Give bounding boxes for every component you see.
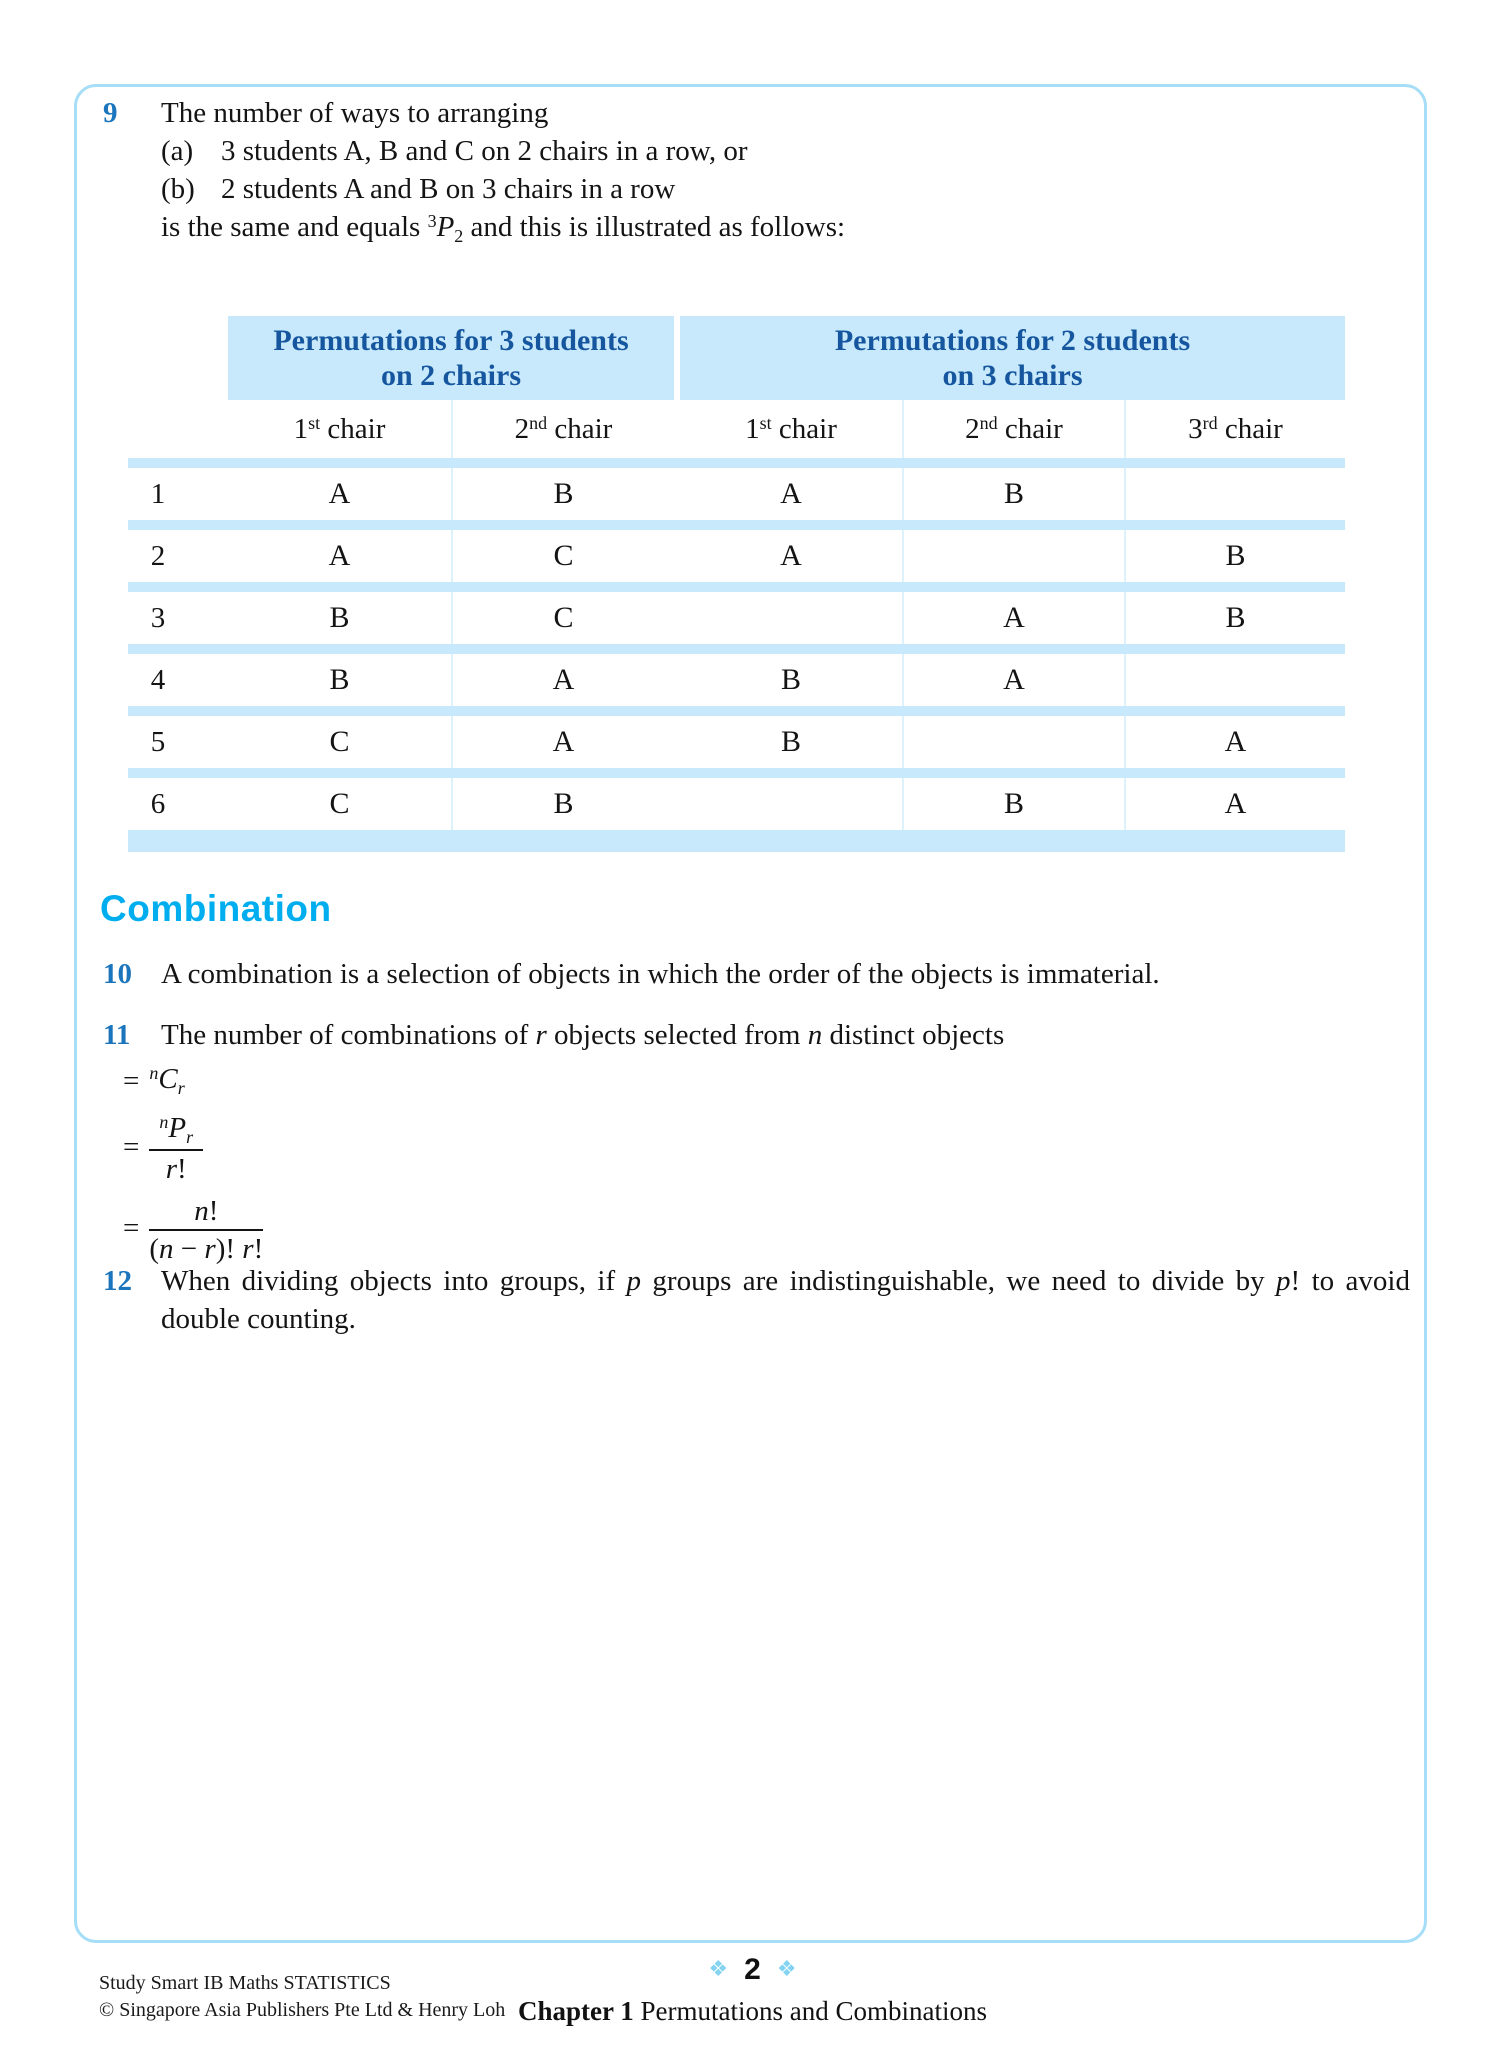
table-cell: C [451, 530, 674, 582]
group1-header [228, 316, 674, 400]
imprint-line-1: Study Smart IB Maths STATISTICS [99, 1972, 391, 1994]
page-number-line [0, 1953, 1505, 1987]
ordinal: 1 [293, 413, 309, 445]
p-subscript: 2 [454, 225, 464, 246]
table-cell: B [902, 468, 1124, 520]
variable-r: r [165, 1153, 178, 1185]
group2-title-line2: on 3 chairs [942, 359, 1083, 392]
ordinal: 2 [965, 413, 980, 445]
item-12-number: 12 [103, 1265, 132, 1297]
item-9-closing [161, 208, 1403, 249]
table-cell: A [328, 477, 351, 510]
text-fragment: When dividing objects into groups, if [161, 1265, 627, 1297]
ordinal: 1 [745, 413, 760, 445]
row-separator [128, 582, 1345, 592]
column-header-1st-chair [680, 400, 902, 458]
equation-nPr-over-r-factorial [123, 1109, 1408, 1184]
text-fragment: groups are indistinguishable, we need to divide by [641, 1265, 1277, 1297]
closing-pre: is the same and equals [161, 211, 428, 243]
variable-r: r [535, 1019, 547, 1051]
ordinal: 3 [1188, 413, 1203, 445]
fraction-denominator [149, 1151, 203, 1184]
table-cell: A [780, 477, 802, 510]
subscript-r: r [177, 1077, 185, 1098]
text-fragment: objects selected from [546, 1019, 808, 1051]
table-row [128, 468, 1345, 520]
row-number: 4 [150, 664, 166, 696]
paren-close-factorial: )! [215, 1233, 243, 1265]
row-separator [128, 706, 1345, 716]
table-cell: B [329, 663, 350, 696]
fraction-numerator [149, 1109, 203, 1151]
row-number: 1 [150, 478, 166, 510]
paren-open: ( [149, 1233, 160, 1265]
group1-title-line2: on 2 chairs [380, 359, 521, 392]
minus-sign: − [173, 1233, 205, 1265]
item-9 [103, 94, 1403, 249]
text-fragment: ! to avoid double counting. [161, 1265, 1410, 1335]
group1-title-line1: Permutations for 3 students [273, 324, 629, 357]
table-cell: A [902, 654, 1124, 706]
item-11-text [161, 1016, 1408, 1054]
column-word: chair [547, 413, 613, 445]
variable-n: n [807, 1019, 823, 1051]
ordinal-suffix: rd [1202, 413, 1218, 434]
row-number: 3 [150, 602, 166, 634]
variable-n: n [159, 1233, 174, 1265]
row-separator [128, 768, 1345, 778]
equation-nCr [123, 1060, 1408, 1101]
column-word: chair [997, 413, 1063, 445]
superscript-n: n [149, 1063, 159, 1084]
item-10-text: A combination is a selection of objects in which the order of the objects is immaterial. [161, 958, 1160, 990]
item-9-point-b [161, 170, 1403, 208]
table-bottom-band [128, 830, 1345, 852]
table-row [128, 530, 1345, 582]
factorial-sign: ! [177, 1153, 187, 1185]
column-word: chair [320, 413, 386, 445]
ordinal-suffix: nd [529, 413, 548, 434]
page-number: 2 [744, 1953, 761, 1986]
column-header-2nd-chair [451, 400, 674, 458]
ordinal: 2 [514, 413, 530, 445]
item-11 [103, 1016, 1408, 1264]
ordinal-suffix: nd [979, 413, 998, 434]
table-cell: A [451, 716, 674, 768]
table-cell [1124, 654, 1345, 706]
nCr-expression [149, 1060, 184, 1101]
equals-sign: = [123, 1130, 140, 1163]
fraction [149, 1192, 263, 1264]
factorial-sign: ! [208, 1195, 219, 1227]
row-separator [128, 458, 1345, 468]
symbol-P: P [168, 1112, 187, 1144]
table-cell: A [451, 654, 674, 706]
closing-post: and this is illustrated as follows: [463, 211, 846, 243]
ornament-icon: ❖ [708, 1956, 729, 1981]
table-cell: A [328, 539, 351, 572]
chapter-title: Permutations and Combinations [640, 1996, 987, 2026]
table-cell [680, 592, 902, 644]
item-9-intro: The number of ways to arranging [161, 97, 549, 129]
table-cell: B [780, 663, 801, 696]
variable-r: r [204, 1233, 216, 1265]
variable-r: r [242, 1233, 254, 1265]
fraction [149, 1109, 203, 1184]
chapter-label: Chapter 1 [518, 1996, 634, 2026]
table-group-header-row [128, 316, 1345, 400]
column-word: chair [1217, 413, 1283, 445]
table-cell: B [902, 778, 1124, 830]
text-fragment: The number of combinations of [161, 1019, 536, 1051]
row-number: 6 [150, 788, 166, 820]
table-cell: A [1124, 716, 1345, 768]
table-cell: C [329, 725, 350, 758]
item-10-number: 10 [103, 958, 132, 990]
item-12 [103, 1262, 1410, 1338]
imprint-line-2: © Singapore Asia Publishers Pte Ltd & Henry Loh [99, 1999, 506, 2021]
permutations-table [128, 316, 1345, 852]
p-symbol: P [436, 211, 455, 243]
ordinal-suffix: st [308, 413, 321, 434]
subscript-r: r [186, 1126, 194, 1147]
fraction-numerator [149, 1192, 263, 1231]
table-cell: B [1124, 530, 1345, 582]
table-cell [1124, 468, 1345, 520]
superscript-n: n [159, 1112, 169, 1133]
fraction-denominator [149, 1231, 263, 1264]
column-word: chair [771, 413, 837, 445]
table-row [128, 716, 1345, 768]
equals-sign: = [123, 1212, 140, 1244]
point-b-label: (b) [161, 173, 195, 205]
point-a-text: 3 students A, B and C on 2 chairs in a row, or [221, 135, 748, 167]
table-cell: C [329, 787, 350, 820]
item-9-point-a [161, 132, 1403, 170]
p-superscript: 3 [427, 211, 437, 232]
row-number: 5 [150, 726, 166, 758]
factorial-sign: ! [253, 1233, 264, 1265]
symbol-C: C [158, 1063, 178, 1095]
table-cell [902, 530, 1124, 582]
column-header-1st-chair [228, 400, 451, 458]
section-heading-combination: Combination [100, 888, 332, 929]
table-cell: A [780, 539, 802, 572]
group2-title-line1: Permutations for 2 students [834, 324, 1191, 357]
variable-p: p [1276, 1265, 1291, 1297]
variable-p: p [626, 1265, 642, 1297]
row-separator [128, 520, 1345, 530]
table-cell: A [902, 592, 1124, 644]
equation-factorial-formula [123, 1192, 1408, 1264]
table-row [128, 654, 1345, 706]
table-cell [680, 778, 902, 830]
point-a-label: (a) [161, 135, 194, 167]
item-10 [103, 955, 1408, 993]
group2-header [680, 316, 1345, 400]
row-separator [128, 644, 1345, 654]
equals-sign: = [123, 1064, 140, 1097]
table-row [128, 592, 1345, 644]
column-header-3rd-chair [1124, 400, 1345, 458]
ordinal-suffix: st [759, 413, 772, 434]
ornament-icon: ❖ [776, 1956, 797, 1981]
variable-n: n [194, 1195, 209, 1227]
point-b-text: 2 students A and B on 3 chairs in a row [221, 173, 676, 205]
table-cell [902, 716, 1124, 768]
table-cell: B [451, 778, 674, 830]
item-9-number: 9 [103, 97, 118, 129]
item-12-text [161, 1262, 1410, 1338]
table-cell: B [329, 601, 350, 634]
table-cell: C [451, 592, 674, 644]
column-header-2nd-chair [902, 400, 1124, 458]
corner-spacer [128, 316, 228, 400]
table-cell: B [451, 468, 674, 520]
table-cell: B [780, 725, 801, 758]
table-row [128, 778, 1345, 830]
table-cell: B [1124, 592, 1345, 644]
chapter-line [0, 1996, 1505, 2027]
item-11-number: 11 [103, 1019, 131, 1051]
text-fragment: distinct objects [822, 1019, 1005, 1051]
subheader-spacer [128, 400, 228, 458]
table-subheader-row [128, 400, 1345, 458]
table-cell: A [1124, 778, 1345, 830]
row-number: 2 [150, 540, 166, 572]
